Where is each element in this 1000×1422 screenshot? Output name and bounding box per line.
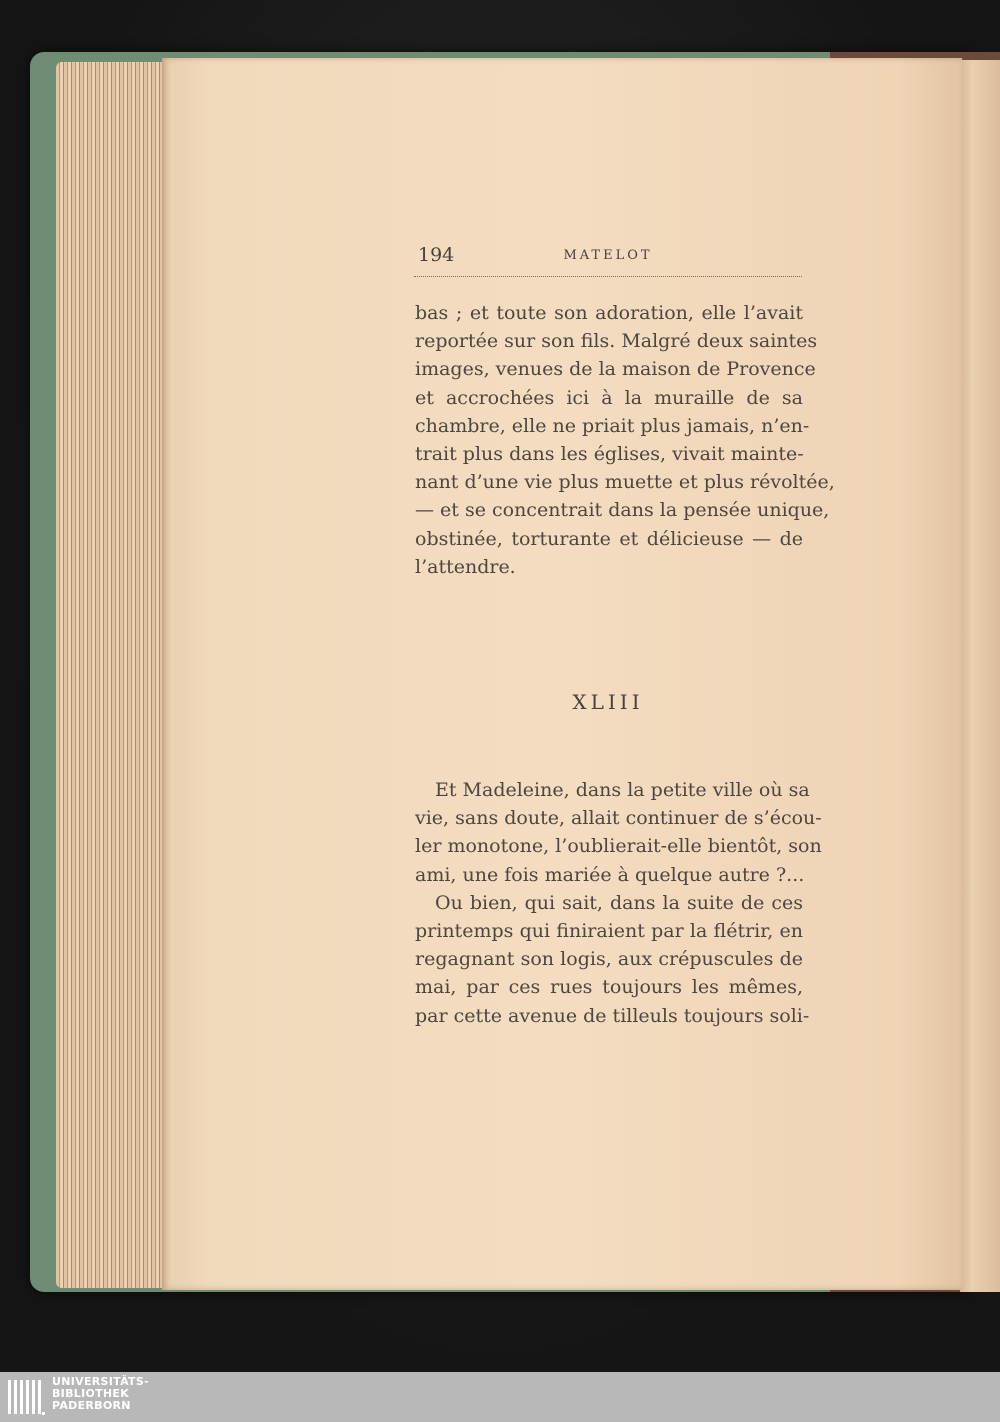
text-line: mai, par ces rues toujours les mêmes, [415, 976, 803, 999]
logo-line: UNIVERSITÄTS- [52, 1375, 149, 1388]
library-logo-text [52, 1376, 149, 1412]
text-line: nant d’une vie plus muette et plus révoltée, [415, 471, 835, 494]
book-page [162, 58, 962, 1290]
text-line: obstinée, torturante et délicieuse — de [415, 527, 803, 550]
text-line: reportée sur son fils. Malgré deux saintes [415, 330, 818, 353]
text-line: ler monotone, l’oublierait-elle bientôt, son [415, 835, 822, 858]
page-number: 194 [418, 244, 455, 266]
text-line: ami, une fois mariée à quelque autre ?... [415, 863, 805, 886]
logo-line: PADERBORN [52, 1399, 131, 1412]
chapter-heading: XLIII [572, 690, 644, 714]
library-footer [0, 1372, 1000, 1422]
running-head [414, 244, 802, 277]
text-line: par cette avenue de tilleuls toujours soli- [415, 1004, 810, 1027]
chapter-paragraph [415, 776, 822, 1030]
text-line: — et se concentrait dans la pensée unique, [415, 499, 830, 522]
text-line: bas ; et toute son adoration, elle l’avait [415, 302, 803, 324]
logo-line: BIBLIOTHEK [52, 1387, 130, 1400]
text-line: Ou bien, qui sait, dans la suite de ces [435, 891, 803, 914]
library-logo-icon [6, 1376, 46, 1418]
facing-page-edge [960, 60, 1000, 1292]
text-line: Et Madeleine, dans la petite ville où sa [435, 779, 810, 801]
text-line: printemps qui finiraient par la flétrir, en [415, 919, 803, 942]
running-title: MATELOT [563, 248, 653, 263]
text-line: l’attendre. [415, 555, 516, 578]
text-line: regagnant son logis, aux crépuscules de [415, 948, 803, 971]
text-line: trait plus dans les églises, vivait mainte- [415, 442, 804, 465]
text-line: vie, sans doute, allait continuer de s’écou- [415, 807, 822, 830]
page-stack-edges [56, 62, 174, 1288]
text-line: et accrochées ici à la muraille de sa [415, 386, 803, 409]
text-line: chambre, elle ne priait plus jamais, n’en- [415, 414, 810, 437]
paragraph-continued [415, 299, 835, 581]
text-line: images, venues de la maison de Provence [415, 358, 816, 381]
